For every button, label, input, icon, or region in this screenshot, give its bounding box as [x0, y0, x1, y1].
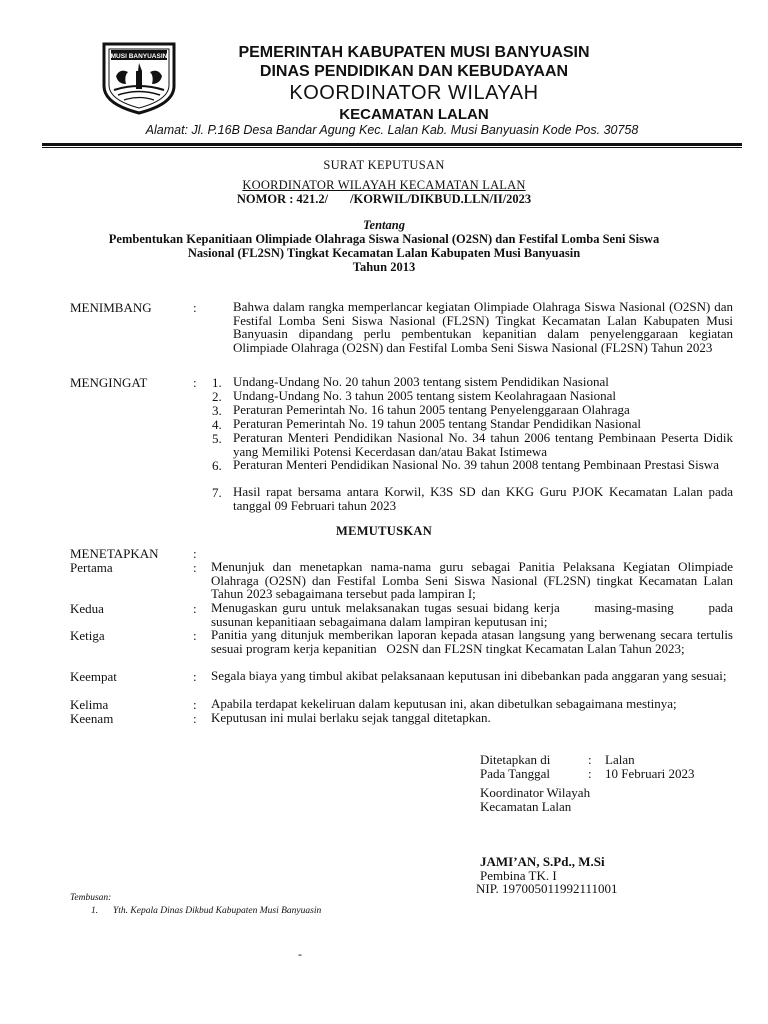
mengingat-item-number: 3. [212, 403, 222, 418]
signature-place-label: Ditetapkan di [480, 752, 551, 767]
signature-date-colon: : [588, 766, 592, 781]
decision-text: Panitia yang ditunjuk memberikan laporan kepada atasan langsung yang berwenang secara tertulis sesuai program kerja kepanitian O2SN dan FL2SN tingkat Kecamatan Lalan Tahun 2023; [211, 627, 737, 656]
mengingat-item-text: Peraturan Pemerintah No. 19 tahun 2005 tentang Standar Pendidikan Nasional [233, 416, 641, 431]
footer-mark: - [298, 947, 302, 961]
decision-colon: : [193, 560, 197, 575]
mengingat-item-number: 4. [212, 417, 222, 432]
decision-colon: : [193, 628, 197, 643]
decision-colon: : [193, 601, 197, 616]
mengingat-item-text: Peraturan Pemerintah No. 16 tahun 2005 tentang Penyelenggaraan Olahraga [233, 402, 630, 417]
tentang-label: Tentang [363, 218, 405, 232]
mengingat-item-number: 2. [212, 389, 222, 404]
decision-text: Segala biaya yang timbul akibat pelaksanaan keputusan ini dibebankan pada anggaran yang sesuai; [211, 668, 727, 683]
letterhead-government: PEMERINTAH KABUPATEN MUSI BANYUASIN [238, 44, 590, 61]
decision-colon: : [193, 669, 197, 684]
svg-text:MUSI BANYUASIN: MUSI BANYUASIN [110, 53, 168, 60]
mengingat-label: MENGINGAT [70, 375, 148, 390]
letterhead-rule-thick [42, 143, 742, 146]
menetapkan-label: MENETAPKAN [70, 546, 159, 561]
memutuskan-heading: MEMUTUSKAN [335, 524, 433, 538]
menimbang-text: Bahwa dalam rangka memperlancar kegiatan Olimpiade Olahraga Siswa Nasional (O2SN) dan Festifal Lomba Seni Siswa Nasional (FL2SN) Tingkat Kecamatan Lalan Kabupaten Musi Banyuasin dipandang perlu pembentukan kepanitian dalam penyelenggaraan kegiatan Olimpiade Olahraga (O2SN) dan Festifal Lomba Seni Siswa Nasional (FL2SN) Tahun 2023 [233, 299, 733, 355]
subject-line-1: Pembentukan Kepanitiaan Olimpiade Olahraga Siswa Nasional (O2SN) dan Festifal Lomba Seni Siswa [108, 232, 660, 246]
tembusan-label: Tembusan: [70, 893, 112, 903]
mengingat-item-number: 5. [212, 431, 222, 446]
mengingat-item-text: Peraturan Menteri Pendidikan Nasional No. 34 tahun 2006 tentang Pembinaan Peserta Didik yang Memiliki Potensi Kecerdasan dan/atau Bakat Istimewa [233, 430, 733, 459]
decision-text: Keputusan ini mulai berlaku sejak tanggal ditetapkan. [211, 710, 491, 725]
letterhead-rule-thin [42, 147, 742, 148]
mengingat-item-text: Hasil rapat bersama antara Korwil, K3S SD dan KKG Guru PJOK Kecamatan Lalan pada tanggal 09 Februari tahun 2023 [233, 484, 733, 513]
mengingat-item-number: 6. [212, 458, 222, 473]
mengingat-item-number: 7. [212, 485, 222, 500]
signature-place-colon: : [588, 752, 592, 767]
decision-text: Apabila terdapat kekeliruan dalam keputusan ini, akan dibetulkan sebagaimana mestinya; [211, 696, 677, 711]
signature-nip: NIP. 197005011992111001 [476, 881, 618, 896]
tembusan-item-text: Yth. Kepala Dinas Dikbud Kabupaten Musi Banyuasin [113, 906, 322, 916]
signature-date-label: Pada Tanggal [480, 766, 550, 781]
document-issuer: KOORDINATOR WILAYAH KECAMATAN LALAN [242, 178, 526, 192]
decision-label: Keempat [70, 669, 117, 684]
signature-name: JAMI’AN, S.Pd., M.Si [480, 854, 605, 869]
decision-text: Menunjuk dan menetapkan nama-nama guru sebagai Panitia Pelaksana Kegiatan Olimpiade Olahraga (O2SN) dan Festifal Lomba Seni Siswa Nasional (FL2SN) tingkat Kecamatan Lalan Tahun 2023 sebagaimana tersebut pada lampiran I; [211, 559, 733, 601]
document-title: SURAT KEPUTUSAN [323, 158, 445, 172]
letterhead-office: KOORDINATOR WILAYAH [289, 82, 539, 104]
signature-date-value: 10 Februari 2023 [605, 766, 695, 781]
decision-colon: : [193, 697, 197, 712]
letterhead-district: KECAMATAN LALAN [339, 106, 489, 123]
signature-position-area: Kecamatan Lalan [480, 799, 572, 814]
menimbang-label: MENIMBANG [70, 300, 152, 315]
mengingat-colon: : [193, 375, 197, 390]
document-number: NOMOR : 421.2/ /KORWIL/DIKBUD.LLN/II/2023 [236, 192, 532, 206]
signature-rank: Pembina TK. I [480, 868, 557, 883]
decision-label: Keenam [70, 711, 114, 726]
subject-line-3: Tahun 2013 [352, 260, 416, 274]
decision-label: Kedua [70, 601, 104, 616]
mengingat-item-number: 1. [212, 375, 222, 390]
decision-label: Kelima [70, 697, 109, 712]
menimbang-colon: : [193, 300, 197, 315]
mengingat-item-text: Undang-Undang No. 20 tahun 2003 tentang sistem Pendidikan Nasional [233, 374, 609, 389]
subject-line-2: Nasional (FL2SN) Tingkat Kecamatan Lalan Kabupaten Musi Banyuasin [187, 246, 581, 260]
decision-colon: : [193, 711, 197, 726]
tembusan-item-number: 1. [91, 906, 99, 916]
decision-label: Pertama [70, 560, 113, 575]
letterhead-department: DINAS PENDIDIKAN DAN KEBUDAYAAN [259, 63, 569, 80]
letterhead-address: Alamat: Jl. P.16B Desa Bandar Agung Kec. Lalan Kab. Musi Banyuasin Kode Pos. 30758 [145, 123, 639, 137]
mengingat-item-text: Peraturan Menteri Pendidikan Nasional No. 39 tahun 2008 tentang Pembinaan Prestasi Siswa [233, 457, 719, 472]
signature-place-value: Lalan [605, 752, 635, 767]
decision-text: Menugaskan guru untuk melaksanakan tugas sesuai bidang kerja masing-masing pada susunan kepanitiaan sebagaimana dalam lampiran keputusan ini; [211, 600, 737, 629]
menetapkan-colon: : [193, 546, 197, 561]
decision-label: Ketiga [70, 628, 105, 643]
mengingat-item-text: Undang-Undang No. 3 tahun 2005 tentang sistem Keolahragaan Nasional [233, 388, 617, 403]
signature-position: Koordinator Wilayah [480, 785, 591, 800]
